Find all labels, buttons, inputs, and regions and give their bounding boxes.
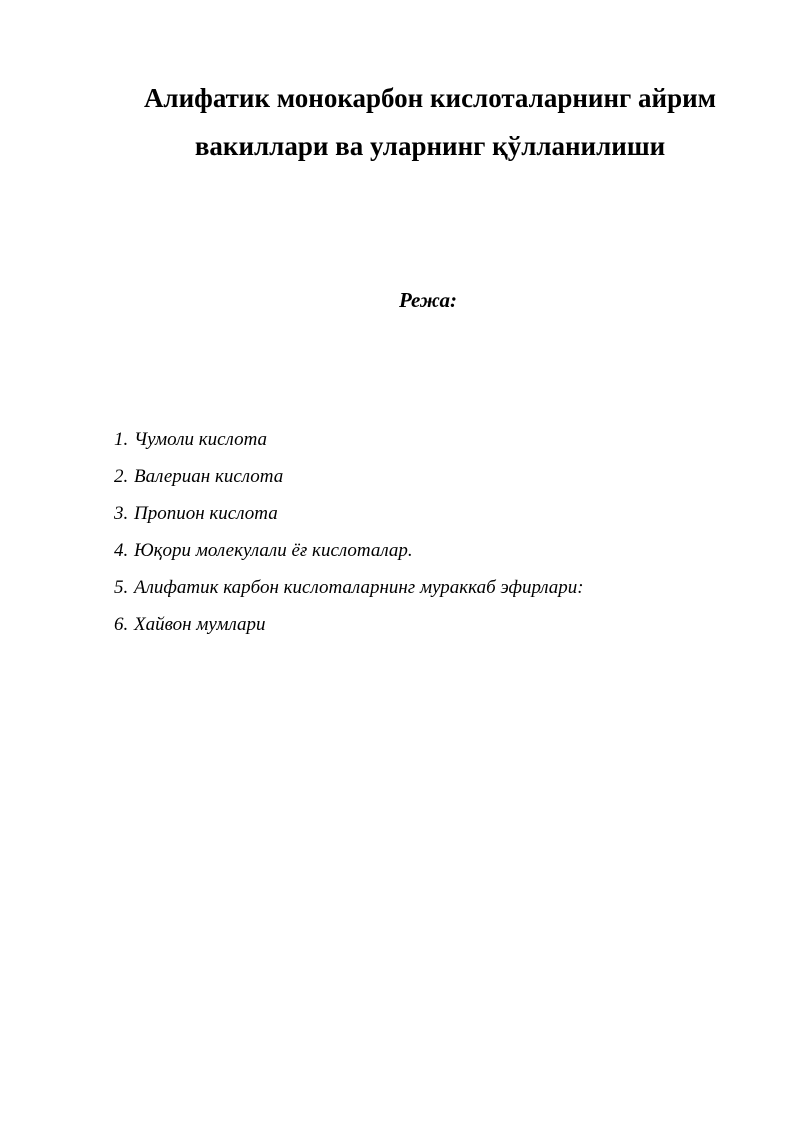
plan-list xyxy=(114,421,734,643)
plan-item xyxy=(114,421,734,458)
plan-item-number: 3. xyxy=(114,503,129,524)
plan-item xyxy=(114,495,734,532)
plan-item-number: 1. xyxy=(114,429,129,450)
plan-item-text: Чумоли кислота xyxy=(134,429,268,450)
plan-item-number: 2. xyxy=(114,466,129,487)
plan-heading: Режа: xyxy=(398,288,458,312)
document-title-line-1: Алифатик монокарбон кислоталарнинг айрим xyxy=(143,83,717,113)
plan-item-text: Пропион кислота xyxy=(134,503,278,524)
plan-item xyxy=(114,606,734,643)
plan-item-number: 4. xyxy=(114,540,129,561)
plan-item xyxy=(114,569,734,606)
plan-item-text: Алифатик карбон кислоталарнинг мураккаб эфирлари: xyxy=(134,577,584,598)
plan-item xyxy=(114,532,734,569)
plan-item-number: 5. xyxy=(114,577,129,598)
document-title xyxy=(100,74,760,170)
document-title-line-2: вакиллари ва уларнинг қўлланилиши xyxy=(194,131,666,161)
plan-item-text: Юқори молекулали ёғ кислоталар. xyxy=(134,540,413,561)
plan-item-text: Валериан кислота xyxy=(134,466,284,487)
plan-item-text: Хайвон мумлари xyxy=(134,614,266,635)
plan-item-number: 6. xyxy=(114,614,129,635)
plan-item xyxy=(114,458,734,495)
